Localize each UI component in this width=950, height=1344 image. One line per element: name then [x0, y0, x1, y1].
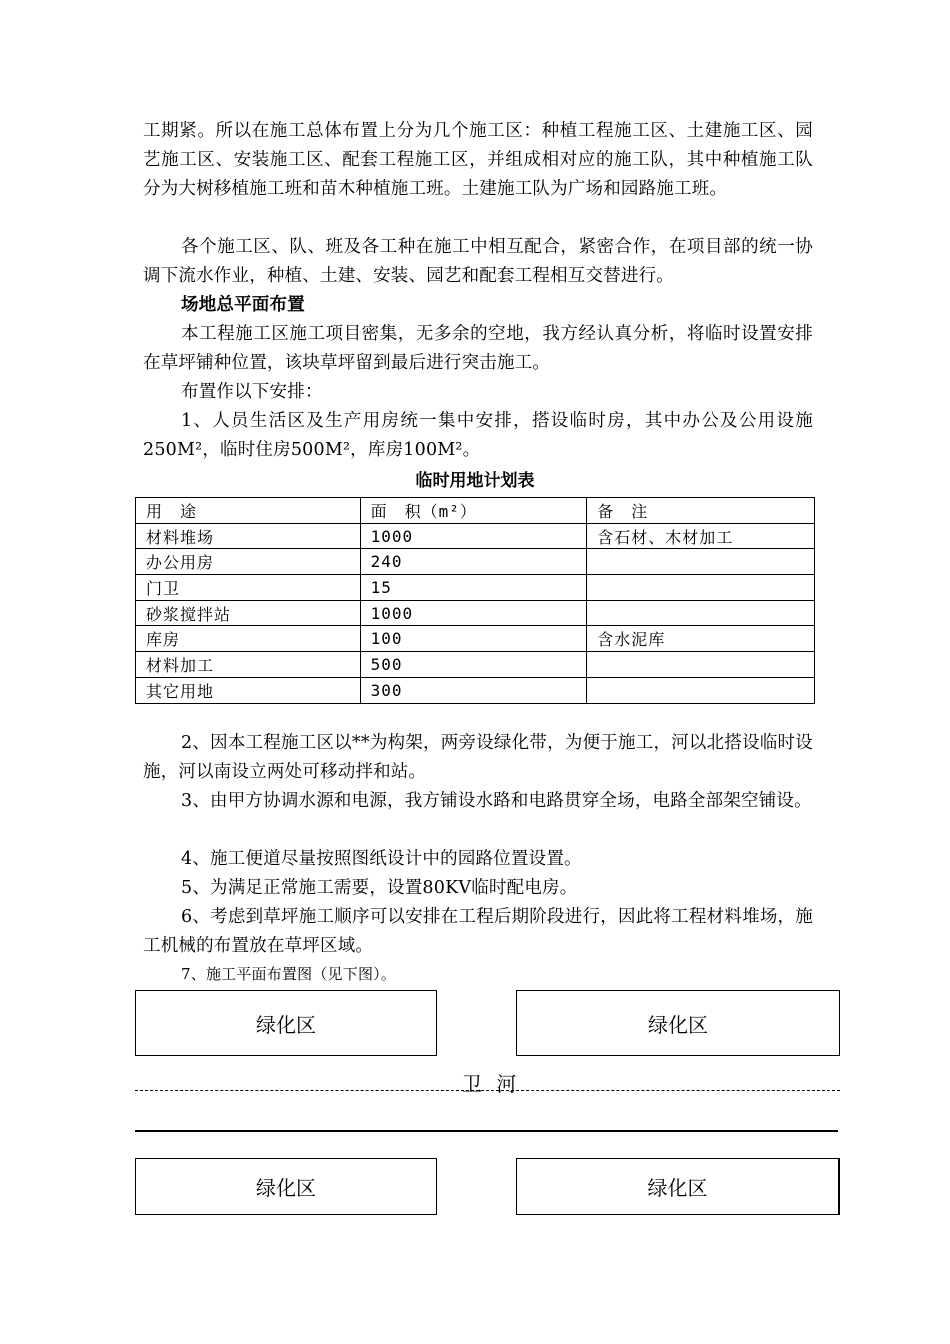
column-header-remark: 备 注 — [587, 498, 815, 524]
cell-remark — [587, 652, 815, 678]
paragraph-temporary-setup: 本工程施工区施工项目密集，无多余的空地，我方经认真分析，将临时设置安排在草坪铺种位置，该块草坪留到最后进行突击施工。 — [143, 324, 813, 373]
cell-use: 其它用地 — [136, 677, 361, 703]
table-row — [136, 523, 815, 549]
cell-use: 门卫 — [136, 575, 361, 601]
column-header-use: 用 途 — [136, 498, 361, 524]
list-item-6: 6、考虑到草坪施工顺序可以安排在工程后期阶段进行，因此将工程材料堆场，施工机械的布置放在草坪区域。 — [143, 907, 813, 956]
list-item-2: 2、因本工程施工区以**为构架，两旁设绿化带，为便于施工，河以北搭设临时设施，河以南设立两处可移动拌和站。 — [143, 733, 813, 782]
list-item-5: 5、为满足正常施工需要，设置80KV临时配电房。 — [181, 878, 578, 898]
cell-area: 240 — [360, 549, 587, 575]
cell-use: 材料加工 — [136, 652, 361, 678]
river-label: 卫 河 — [462, 1072, 521, 1096]
cell-area: 100 — [360, 626, 587, 652]
column-header-area: 面 积（m²） — [360, 498, 587, 524]
paragraph-construction-zones: 工期紧。所以在施工总体布置上分为几个施工区：种植工程施工区、土建施工区、园艺施工区、安装施工区、配套工程施工区，并组成相对应的施工队，其中种植施工队分为大树移植施工班和苗木种植施工班。土建施工队为广场和园路施工班。 — [143, 121, 813, 199]
section-heading-site-layout: 场地总平面布置 — [181, 295, 305, 315]
green-zone-south-east: 绿化区 — [516, 1158, 840, 1215]
list-item-4: 4、施工便道尽量按照图纸设计中的园路位置设置。 — [181, 849, 582, 869]
cell-area: 300 — [360, 677, 587, 703]
table-row — [136, 575, 815, 601]
cell-remark — [587, 600, 815, 626]
list-item-7: 7、施工平面布置图（见下图）。 — [181, 965, 397, 983]
list-item-1: 1、人员生活区及生产用房统一集中安排，搭设临时房，其中办公及公用设施250M²，临时住房500M²，库房100M²。 — [143, 411, 813, 460]
cell-area: 500 — [360, 652, 587, 678]
table-row — [136, 677, 815, 703]
cell-remark: 含水泥库 — [587, 626, 815, 652]
green-zone-north-east: 绿化区 — [516, 990, 840, 1056]
cell-remark — [587, 549, 815, 575]
cell-remark — [587, 575, 815, 601]
cell-remark — [587, 677, 815, 703]
cell-area: 1000 — [360, 600, 587, 626]
river-bank-line — [135, 1130, 838, 1132]
cell-use: 材料堆场 — [136, 523, 361, 549]
table-row — [136, 626, 815, 652]
table-row — [136, 652, 815, 678]
table-row — [136, 549, 815, 575]
paragraph-arrangements-intro: 布置作以下安排： — [181, 382, 323, 402]
green-zone-north-west: 绿化区 — [135, 990, 437, 1056]
table-row — [136, 600, 815, 626]
cell-use: 砂浆搅拌站 — [136, 600, 361, 626]
cell-use: 库房 — [136, 626, 361, 652]
table-header-row — [136, 498, 815, 524]
green-zone-south-west: 绿化区 — [135, 1158, 437, 1215]
cell-remark: 含石材、木材加工 — [587, 523, 815, 549]
river-centerline — [135, 1090, 840, 1091]
cell-area: 1000 — [360, 523, 587, 549]
cell-area: 15 — [360, 575, 587, 601]
cell-use: 办公用房 — [136, 549, 361, 575]
paragraph-coordination: 各个施工区、队、班及各工种在施工中相互配合，紧密合作，在项目部的统一协调下流水作业，种植、土建、安装、园艺和配套工程相互交替进行。 — [143, 237, 813, 286]
list-item-3: 3、由甲方协调水源和电源，我方铺设水路和电路贯穿全场，电路全部架空铺设。 — [181, 791, 812, 811]
temporary-land-plan-table — [135, 497, 815, 704]
table-title: 临时用地计划表 — [415, 471, 535, 491]
